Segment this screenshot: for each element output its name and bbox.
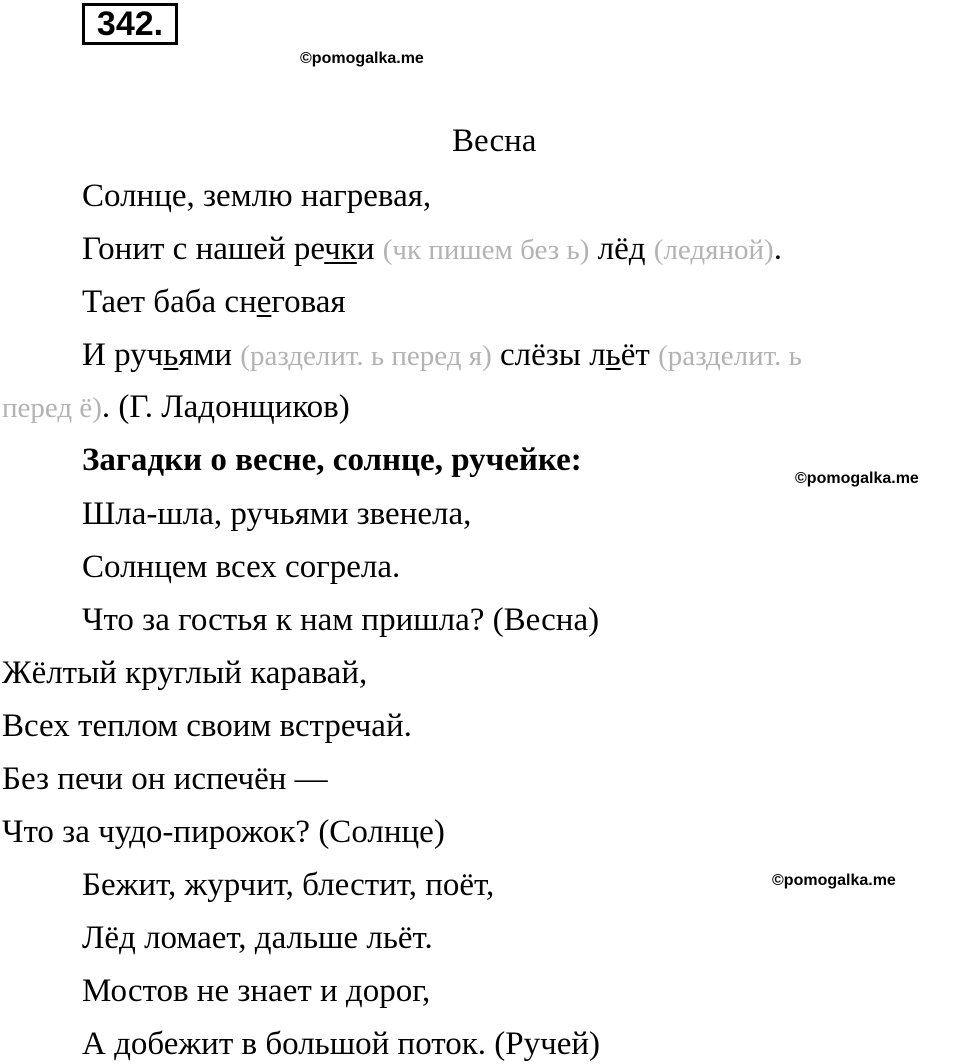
text: . bbox=[773, 231, 782, 267]
poem-line-2 bbox=[82, 229, 782, 270]
riddle-line: Мостов не знает и дорог, bbox=[82, 973, 431, 1009]
spelling-note: (чк пишем без ь) bbox=[382, 234, 590, 266]
riddle-line: Бежит, журчит, блестит, поёт, bbox=[82, 867, 495, 903]
watermark: ©pomogalka.me bbox=[772, 872, 896, 889]
author: . (Г. Ладонщиков) bbox=[101, 389, 350, 425]
riddle-line: Лёд ломает, дальше льёт. bbox=[82, 920, 433, 956]
spelling-note: (ледяной) bbox=[653, 234, 774, 266]
poem-title: Весна bbox=[452, 123, 537, 159]
riddle-line: Что за чудо-пирожок? (Солнце) bbox=[2, 814, 445, 850]
riddles-heading: Загадки о весне, солнце, ручейке: bbox=[82, 442, 582, 478]
riddle-line: Что за гостья к нам пришла? (Весна) bbox=[82, 602, 600, 638]
text: и bbox=[356, 231, 375, 267]
riddle-line: Солнцем всех согрела. bbox=[82, 549, 401, 585]
watermark: ©pomogalka.me bbox=[795, 470, 919, 487]
riddle-line: А добежит в большой поток. (Ручей) bbox=[82, 1026, 601, 1062]
exercise-number: 342. bbox=[82, 3, 178, 45]
text: Гонит с нашей ре bbox=[82, 231, 325, 267]
riddle-line: Всех теплом своим встречай. bbox=[2, 708, 412, 744]
poem-line-4: И ручьями (разделит. ь перед я) слёзы льёт (разделит. ь bbox=[82, 337, 802, 373]
poem-line-1: Солнце, землю нагревая, bbox=[82, 178, 432, 214]
riddle-line: Без печи он испечён — bbox=[2, 761, 328, 797]
poem-line-5 bbox=[2, 387, 350, 428]
spelling-note: перед ё) bbox=[2, 392, 102, 424]
underlined-letters: чк bbox=[324, 231, 357, 267]
underlined-letter: д bbox=[628, 231, 646, 267]
spelling-note: (разделит. ь bbox=[658, 340, 802, 372]
riddle-line: Жёлтый круглый каравай, bbox=[2, 655, 368, 691]
watermark: ©pomogalka.me bbox=[300, 50, 424, 67]
riddle-line: Шла-шла, ручьями звенела, bbox=[82, 496, 472, 532]
poem-line-3: Тает баба снеговая bbox=[82, 284, 346, 320]
text: лё bbox=[597, 231, 629, 267]
spelling-note: (разделит. ь перед я) bbox=[240, 340, 492, 372]
